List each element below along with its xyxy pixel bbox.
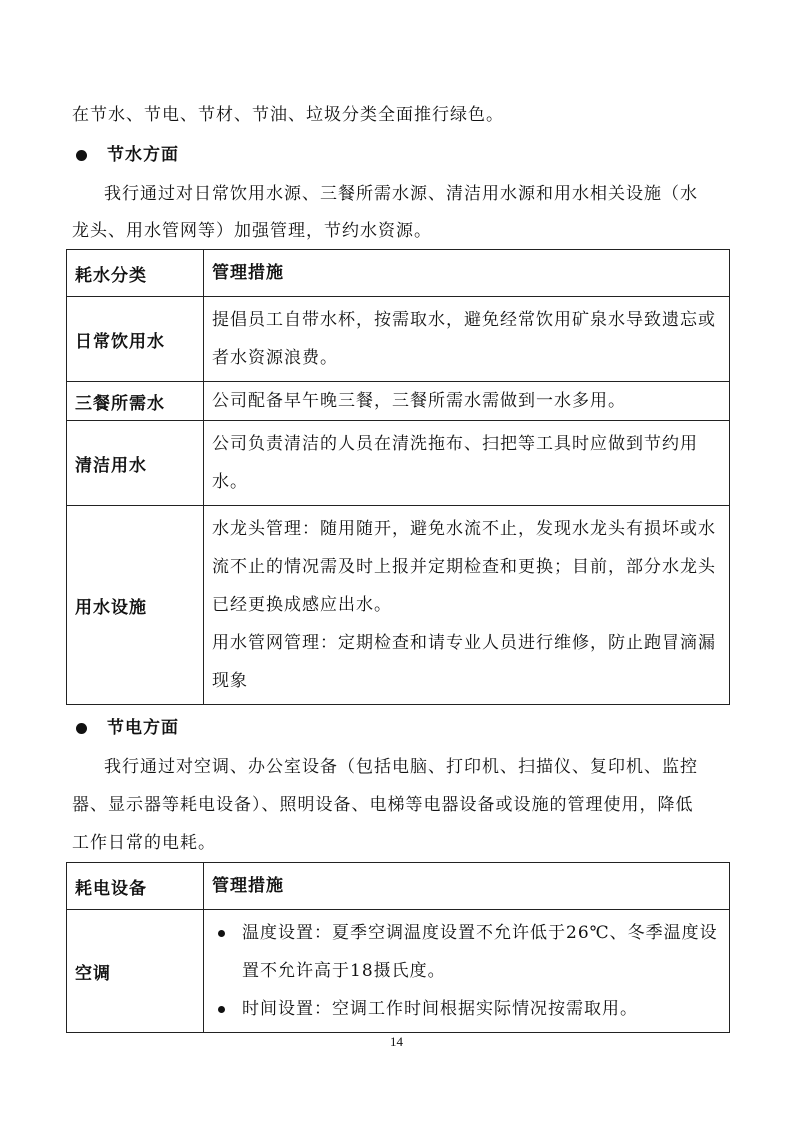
power-table xyxy=(66,862,730,1033)
list-item-text: 温度设置：夏季空调温度设置不允许低于26℃、冬季温度设置不允许高于18摄氏度。 xyxy=(242,923,718,981)
bullet-icon xyxy=(218,1006,225,1013)
table-header-row xyxy=(67,863,730,910)
table-cell-measure: 提倡员工自带水杯，按需取水，避免经常饮用矿泉水导致遗忘或者水资源浪费。 xyxy=(204,297,730,382)
table-header-measure: 管理措施 xyxy=(204,863,730,910)
table-cell-category: 清洁用水 xyxy=(67,421,204,506)
table-row xyxy=(67,910,730,1033)
table-row xyxy=(67,382,730,421)
table-cell-category: 日常饮用水 xyxy=(67,297,204,382)
table-cell-category: 三餐所需水 xyxy=(67,382,204,421)
bullet-icon xyxy=(76,723,87,734)
table-row xyxy=(67,421,730,506)
table-cell-measure xyxy=(204,910,730,1033)
table-cell-measure: 公司配备早午晚三餐，三餐所需水需做到一水多用。 xyxy=(204,382,730,421)
measure-bullet-list xyxy=(212,914,721,1028)
measure-paragraph: 用水管网管理：定期检查和请专业人员进行维修，防止跑冒滴漏现象 xyxy=(212,633,716,691)
bullet-icon xyxy=(218,930,225,937)
list-item xyxy=(212,914,721,990)
page-number: 14 xyxy=(390,1034,403,1049)
measure-paragraph: 水龙头管理：随用随开，避免水流不止，发现水龙头有损坏或水流不止的情况需及时上报并定期检查和更换；目前，部分水龙头已经更换成感应出水。 xyxy=(212,519,716,615)
table-header-category: 耗电设备 xyxy=(67,863,204,910)
power-para-line-3: 工作日常的电耗。 xyxy=(72,833,216,853)
bullet-icon xyxy=(76,150,87,161)
water-para-line-2: 龙头、用水管网等）加强管理，节约水资源。 xyxy=(72,221,432,241)
list-item-text: 时间设置：空调工作时间根据实际情况按需取用。 xyxy=(242,999,638,1019)
power-para-line-2: 器、显示器等耗电设备）、照明设备、电梯等电器设备或设施的管理使用，降低 xyxy=(72,795,694,815)
power-heading-text: 节电方面 xyxy=(107,718,179,738)
table-cell-category: 用水设施 xyxy=(67,506,204,705)
water-table xyxy=(66,249,730,705)
water-heading-text: 节水方面 xyxy=(107,145,179,165)
table-row xyxy=(67,506,730,705)
power-para-line-1: 我行通过对空调、办公室设备（包括电脑、打印机、扫描仪、复印机、监控 xyxy=(104,757,698,777)
table-row xyxy=(67,297,730,382)
table-cell-measure: 公司负责清洁的人员在清洗拖布、扫把等工具时应做到节约用水。 xyxy=(204,421,730,506)
water-heading xyxy=(72,143,179,167)
table-cell-measure xyxy=(204,506,730,705)
table-cell-category: 空调 xyxy=(67,910,204,1033)
intro-line: 在节水、节电、节材、节油、垃圾分类全面推行绿色。 xyxy=(72,105,504,125)
power-heading xyxy=(72,716,179,740)
table-header-category: 耗水分类 xyxy=(67,250,204,297)
table-header-row xyxy=(67,250,730,297)
table-header-measure: 管理措施 xyxy=(204,250,730,297)
water-para-line-1: 我行通过对日常饮用水源、三餐所需水源、清洁用水源和用水相关设施（水 xyxy=(104,184,698,204)
list-item xyxy=(212,990,721,1028)
